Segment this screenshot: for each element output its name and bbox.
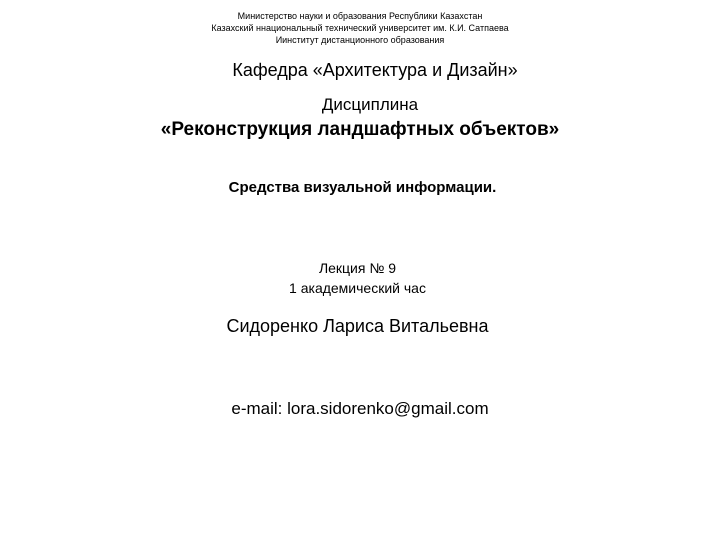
discipline-title: «Реконструкция ландшафтных объектов»	[160, 119, 560, 140]
institute-line: Иинститут дистанционного образования	[275, 35, 445, 45]
lecture-hours: 1 академический час	[289, 280, 426, 296]
department-title: Кафедра «Архитектура и Дизайн»	[232, 60, 518, 80]
lecture-topic: Средства визуальной информации.	[228, 179, 497, 196]
author-email: e-mail: lora.sidorenko@gmail.com	[231, 399, 489, 418]
ministry-line: Министерство науки и образования Республики Казахстан	[237, 11, 483, 21]
discipline-label: Дисциплина	[321, 95, 419, 114]
lecture-number: Лекция № 9	[318, 260, 397, 276]
institution-header	[0, 10, 720, 46]
author-name: Сидоренко Лариса Витальевна	[226, 316, 489, 336]
university-line: Казахский ннациональный технический университет им. К.И. Сатпаева	[211, 23, 509, 33]
lecture-info	[0, 258, 715, 298]
